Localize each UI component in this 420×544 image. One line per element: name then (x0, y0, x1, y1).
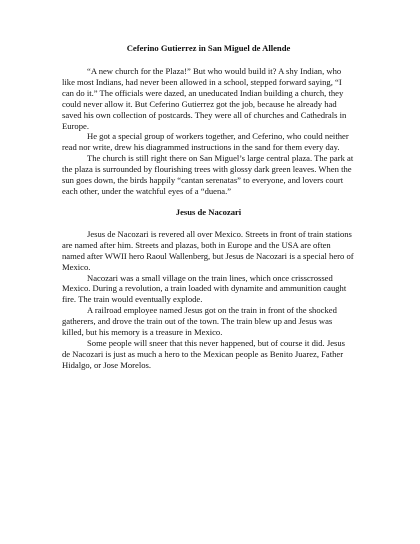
paragraph: Jesus de Nacozari is revered all over Mexico. Streets in front of train stations are named after him. Streets and plazas, both in Europe and the USA are often named after WWII hero Raoul Wallenberg, but Jesus de Nacozari is a special hero of Mexico. (62, 228, 354, 272)
section-title-jesus: Jesus de Nacozari (175, 206, 242, 217)
section-title-ceferino: Ceferino Gutierrez in San Miguel de Allende (126, 43, 291, 53)
paragraph: The church is still right there on San Miguel’s large central plaza. The park at the plaza is surrounded by flourishing trees with glossy dark green leaves. When the sun goes down, the birds happily “cantan serenatas” to everyone, and lovers court each other, under the watchful eyes of a “duena.” (62, 153, 354, 196)
paragraph: Some people will sneer that this never happened, but of course it did. Jesus de Nacozari is just as much a hero to the Mexican people as Benito Juarez, Father Hidalgo, or Jose Morelos. (62, 337, 345, 370)
paragraph: Nacozari was a small village on the train lines, which once crisscrossed Mexico. During a revolution, a train loaded with dynamite and ammunition caught fire. The train would eventually explode. (62, 272, 347, 305)
paragraph: “A new church for the Plaza!” But who would build it? A shy Indian, who like most Indians, had never been allowed in a school, stepped forward saying, “I can do it.” The officials were dazed, an uneducated Indian building a church, they could never allow it. But Ceferino Gutierrez got the job, because he already had saved his own collection of postcards. They were all of churches and Cathedrals in Europe. (62, 66, 347, 131)
paragraph: A railroad employee named Jesus got on the train in front of the shocked gatherers, and drove the train out of the town. The train blew up and Jesus was killed, but his memory is a treasure in Mexico. (62, 305, 337, 338)
paragraph: He got a special group of workers together, and Ceferino, who could neither read nor write, drew his diagrammed instructions in the sand for them every day. (62, 131, 349, 153)
